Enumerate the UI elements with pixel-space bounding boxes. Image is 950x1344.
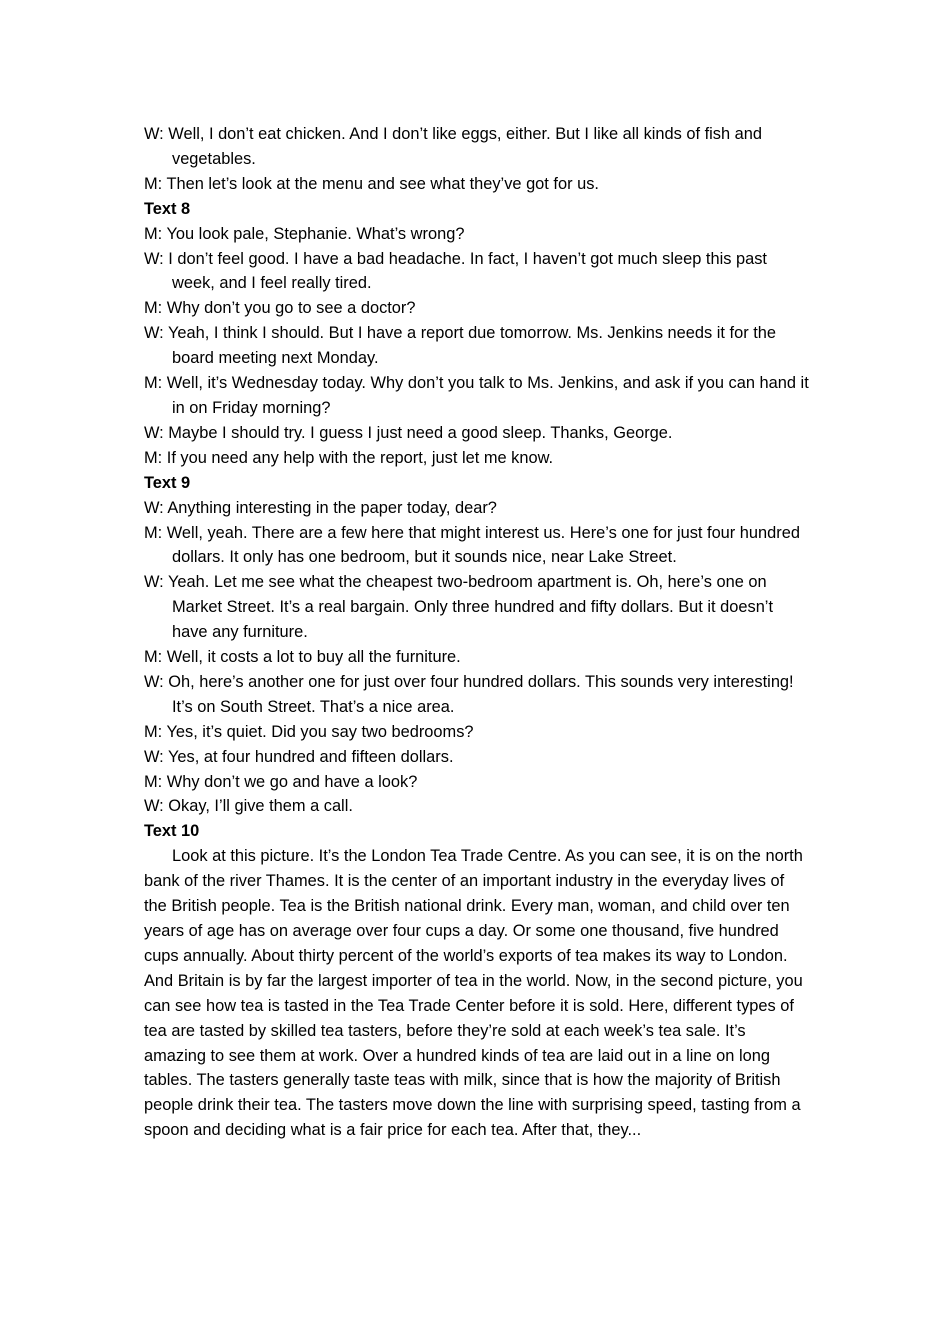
monologue-paragraph: Look at this picture. It’s the London Tea Trade Centre. As you can see, it is on the north bank of the river Thames. It is the center of an important industry in the everyday lives of the British people. Tea is the British national drink. Every man, woman, and child over ten years of age has on average over four cups a day. Or some one thousand, five hundred cups annually. About thirty percent of the world’s exports of tea makes its way to London. And Britain is by far the largest importer of tea in the world. Now, in the second picture, you can see how tea is tasted in the Tea Trade Center before it is sold. Here, different types of tea are tasted by skilled tea tasters, before they’re sold at each week’s tea sale. It’s amazing to see them at work. Over a hundred kinds of tea are laid out in a line on long tables. The tasters generally taste teas with milk, since that is how the majority of British people drink their tea. The tasters move down the line with surprising speed, tasting from a spoon and deciding what is a fair price for each tea. After that, they... xyxy=(144,847,803,1140)
dialogue-line: W: I don’t feel good. I have a bad headache. In fact, I haven’t got much sleep this past week, and I feel really tired. xyxy=(144,249,767,293)
dialogue-line: M: Why don’t we go and have a look? xyxy=(144,772,418,791)
dialogue-line: M: Why don’t you go to see a doctor? xyxy=(144,299,416,318)
dialogue-line: W: Oh, here’s another one for just over four hundred dollars. This sounds very interesting! It’s on South Street. That’s a nice area. xyxy=(144,672,794,716)
dialogue-line: M: You look pale, Stephanie. What’s wrong? xyxy=(144,224,465,243)
dialogue-line: W: Yeah, I think I should. But I have a report due tomorrow. Ms. Jenkins needs it for the board meeting next Monday. xyxy=(144,324,776,368)
dialogue-line: M: Well, it’s Wednesday today. Why don’t you talk to Ms. Jenkins, and ask if you can hand it in on Friday morning? xyxy=(144,374,809,417)
section-heading-text-10: Text 10 xyxy=(144,822,200,841)
dialogue-line: W: Well, I don’t eat chicken. And I don’t like eggs, either. But I like all kinds of fish and vegetables. xyxy=(144,125,763,168)
document-page xyxy=(144,122,809,1143)
section-heading-text-9: Text 9 xyxy=(144,473,191,492)
section-heading-text-8: Text 8 xyxy=(144,199,191,218)
dialogue-line: W: Maybe I should try. I guess I just need a good sleep. Thanks, George. xyxy=(144,423,673,442)
dialogue-line: M: Well, yeah. There are a few here that might interest us. Here’s one for just four hundred dollars. It only has one bedroom, but it sounds nice, near Lake Street. xyxy=(144,523,800,567)
dialogue-line: M: Yes, it’s quiet. Did you say two bedrooms? xyxy=(144,722,474,741)
dialogue-line: W: Yeah. Let me see what the cheapest two-bedroom apartment is. Oh, here’s one on Market Street. It’s a real bargain. Only three hundred and fifty dollars. But it doesn’t have any furniture. xyxy=(144,573,774,642)
dialogue-line: M: If you need any help with the report, just let me know. xyxy=(144,448,554,467)
dialogue-line: M: Well, it costs a lot to buy all the furniture. xyxy=(144,648,461,667)
dialogue-line: W: Anything interesting in the paper today, dear? xyxy=(144,498,497,517)
dialogue-line: W: Okay, I’ll give them a call. xyxy=(144,797,353,816)
dialogue-line: W: Yes, at four hundred and fifteen dollars. xyxy=(144,747,454,766)
dialogue-line: M: Then let’s look at the menu and see what they’ve got for us. xyxy=(144,174,599,193)
